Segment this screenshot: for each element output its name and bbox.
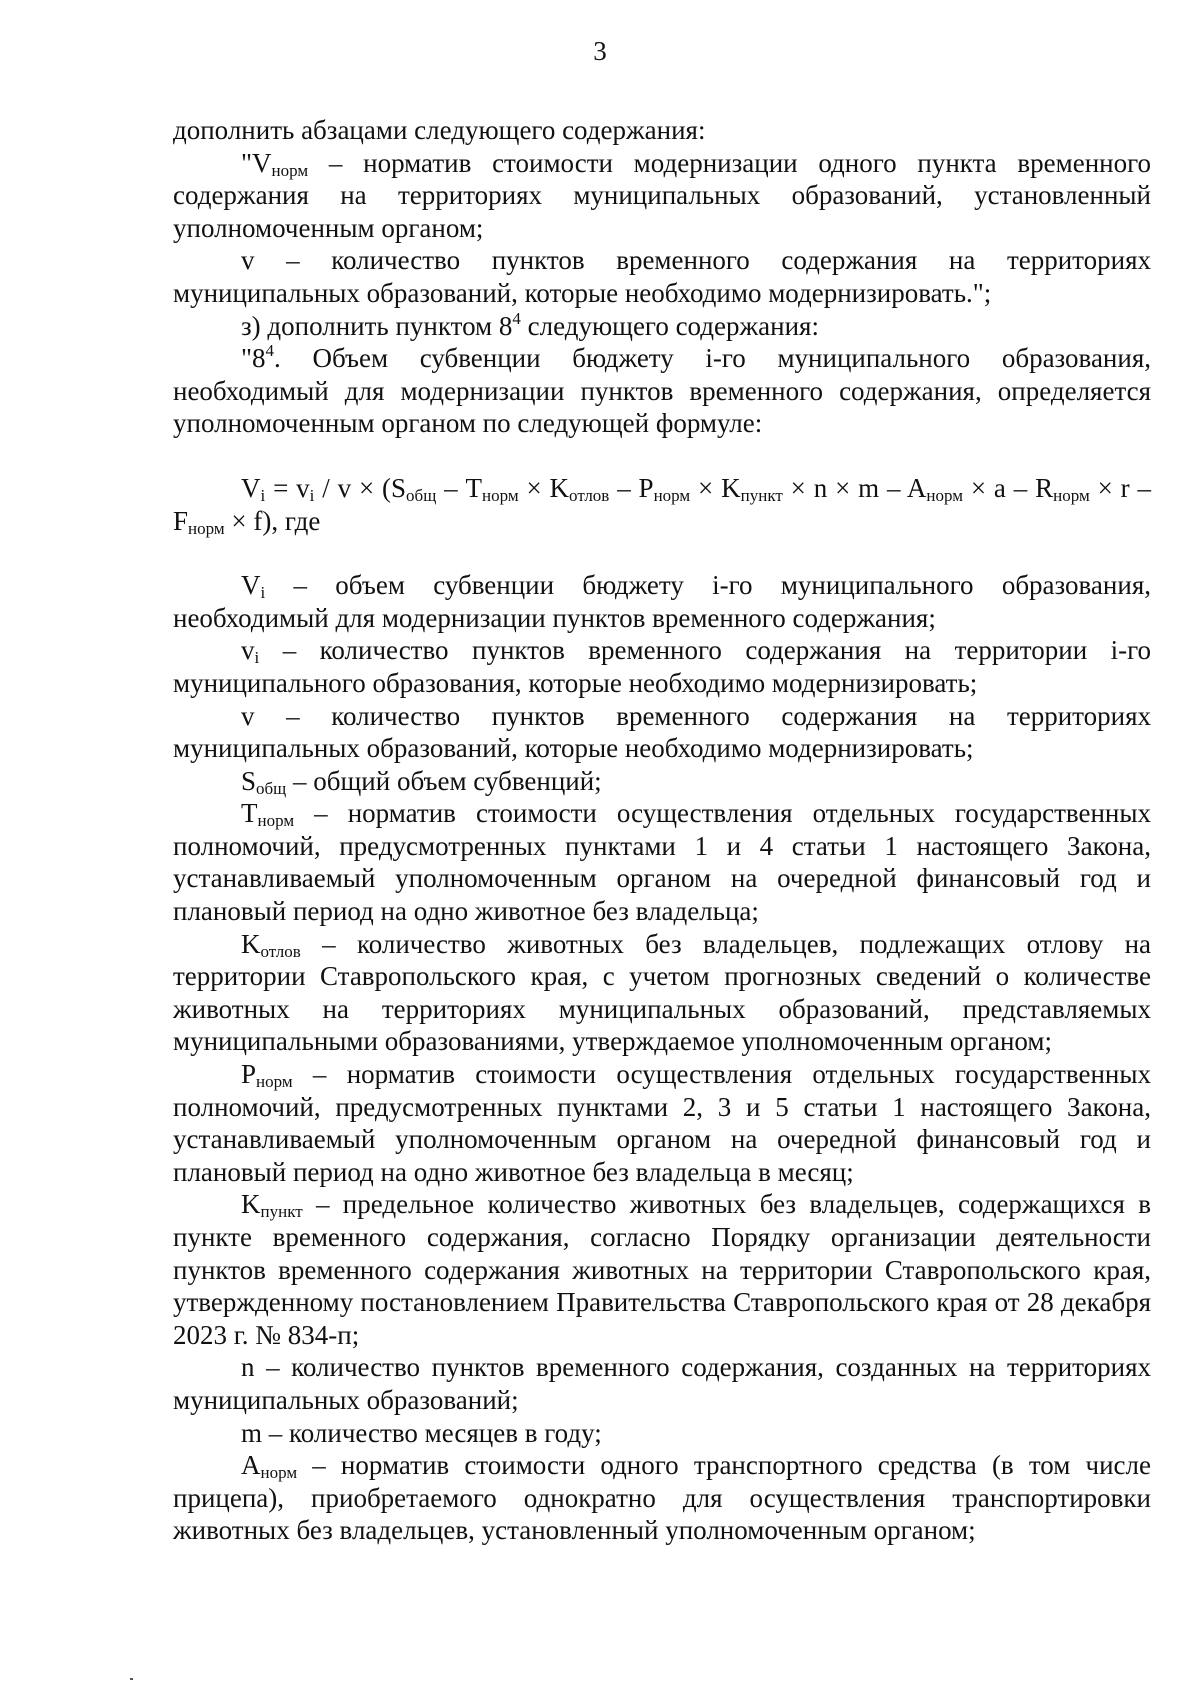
paragraph xyxy=(173,1417,1151,1450)
paragraph xyxy=(173,310,1151,343)
symbol-subscript: норм xyxy=(256,1072,293,1092)
math-symbol xyxy=(241,798,295,831)
text-run: – количество пунктов временного содержания на территории i-го муниципального образования, которые необходимо модернизировать; xyxy=(173,635,1151,698)
symbol-base: K xyxy=(241,1189,261,1220)
symbol-base: P xyxy=(638,472,654,503)
symbol-subscript: i xyxy=(260,485,266,505)
text-run: × n × m – xyxy=(782,472,907,503)
symbol-subscript: норм xyxy=(188,518,225,538)
paragraph xyxy=(173,147,1151,245)
paragraph xyxy=(173,1188,1151,1351)
symbol-base: V xyxy=(241,472,261,503)
symbol-subscript: норм xyxy=(926,485,963,505)
text-run: – норматив стоимости одного транспортного средства (в том числе прицепа), приобретаемого однократно для осуществления транспортировки животных без владельцев, установленный уполномоченным органом; xyxy=(173,1450,1151,1546)
document-body xyxy=(173,114,1151,1547)
symbol-base: v xyxy=(296,472,310,503)
page-number: 3 xyxy=(593,36,607,66)
symbol-subscript: пункт xyxy=(740,485,783,505)
text-run: × f), где xyxy=(224,505,321,536)
math-symbol xyxy=(241,1059,293,1092)
math-symbol xyxy=(241,1189,303,1222)
math-symbol xyxy=(907,473,963,503)
symbol-subscript: i xyxy=(309,485,315,505)
symbol-base: A xyxy=(241,1450,261,1481)
paragraph xyxy=(173,1058,1151,1188)
math-symbol xyxy=(241,766,286,796)
math-symbol xyxy=(466,473,519,503)
symbol-base: K xyxy=(549,472,570,503)
symbol-subscript: норм xyxy=(260,1463,298,1483)
symbol-base: A xyxy=(906,472,927,503)
paragraph xyxy=(173,244,1151,309)
paragraph xyxy=(173,765,1151,798)
text-run: . Объем субвенции бюджету i-го муниципального образования, необходимый для модернизации пунктов временного содержания, определяется уполномоченным органом по следующей формуле: xyxy=(173,343,1151,439)
math-symbol xyxy=(241,929,301,959)
text-run: × xyxy=(518,472,550,503)
paragraph xyxy=(173,1351,1151,1416)
math-symbol xyxy=(721,473,783,503)
text-run: дополнить абзацами следующего содержания: xyxy=(173,115,706,145)
text-run: – xyxy=(609,472,639,503)
text-run: – общий объем субвенций; xyxy=(286,765,602,796)
math-symbol xyxy=(241,570,266,603)
symbol-base: V xyxy=(241,570,261,601)
paragraph xyxy=(173,342,1151,440)
symbol-subscript: i xyxy=(254,648,260,668)
text-run: – количество животных без владельцев, подлежащих отлову на территории Ставропольского края, с учетом прогнозных сведений о количестве животных на территориях муниципальных образований, представляемых муниципальными образованиями, утверждаемое уполномоченным органом; xyxy=(173,928,1151,1057)
text-run: – норматив стоимости осуществления отдельных государственных полномочий, предусмотренных пунктами 2, 3 и 5 статьи 1 настоящего Закона, устанавливаемый уполномоченным органом на очередной финансовый год и плановый период на одно животное без владельца в месяц; xyxy=(173,1059,1151,1187)
symbol-subscript: отлов xyxy=(260,941,301,961)
math-symbol xyxy=(241,473,265,503)
symbol-subscript: норм xyxy=(653,485,691,505)
symbol-base: S xyxy=(241,765,257,796)
text-run: – норматив стоимости модернизации одного пункта временного содержания на территориях муниципальных образований, установленный уполномоченным органом; xyxy=(173,147,1151,243)
math-symbol xyxy=(241,635,260,668)
text-run: × r – xyxy=(1089,472,1152,503)
symbol-subscript: общ xyxy=(256,778,287,798)
math-symbol xyxy=(173,506,225,536)
paragraph xyxy=(173,114,1151,147)
paragraph xyxy=(173,634,1151,699)
paragraph xyxy=(173,700,1151,765)
subscript: общ xyxy=(406,485,437,505)
paragraph xyxy=(173,569,1151,634)
text-run: – норматив стоимости осуществления отдельных государственных полномочий, предусмотренных пунктами 1 и 4 статьи 1 настоящего Закона, устанавливаемый уполномоченным органом на очередной финансовый год и плановый период на одно животное без владельца; xyxy=(173,798,1151,927)
symbol-subscript: i xyxy=(260,583,266,603)
text-run: " xyxy=(241,147,253,178)
text-run: – объем субвенции бюджету i-го муниципального образования, необходимый для модернизации пунктов временного содержания; xyxy=(173,570,1151,633)
text-run: – предельное количество животных без владельцев, содержащихся в пункте временного содержания, согласно Порядку организации деятельности пунктов временного содержания животных на территории Ставропольского края, утвержденному постановлением Правительства Ставропольского края от 28 декабря 2023 г. № 834-п; xyxy=(173,1189,1151,1350)
text-run: = xyxy=(265,472,297,503)
paragraph xyxy=(173,1449,1151,1547)
math-symbol xyxy=(1035,473,1090,503)
symbol-base: K xyxy=(721,472,741,503)
text-run: n – количество пунктов временного содержания, созданных на территориях муниципальных образований; xyxy=(173,1352,1151,1415)
symbol-base: T xyxy=(241,798,258,829)
symbol-base: V xyxy=(252,147,272,178)
symbol-base: R xyxy=(1035,472,1054,503)
text-run: v – количество пунктов временного содержания на территориях муниципальных образований, которые необходимо модернизировать; xyxy=(173,700,1151,764)
math-symbol xyxy=(296,473,314,503)
paragraph xyxy=(173,928,1151,1058)
symbol-base: K xyxy=(241,928,261,959)
math-symbol xyxy=(550,473,610,503)
text-run: з) дополнить пунктом 8 xyxy=(241,310,513,341)
superscript: 4 xyxy=(512,308,521,328)
symbol-subscript: отлов xyxy=(569,485,610,505)
symbol-subscript: норм xyxy=(1053,485,1090,505)
symbol-subscript: норм xyxy=(257,811,295,831)
text-run: – xyxy=(436,472,466,503)
text-run: / v × (S xyxy=(314,472,407,503)
symbol-subscript: пункт xyxy=(260,1202,303,1222)
symbol-base: P xyxy=(241,1059,257,1090)
math-symbol xyxy=(241,1450,298,1483)
symbol-subscript: норм xyxy=(482,485,519,505)
text-run: m – количество месяцев в году; xyxy=(241,1417,602,1448)
symbol-base: F xyxy=(173,505,189,536)
text-run: × a – xyxy=(962,472,1036,503)
symbol-subscript: норм xyxy=(271,160,309,180)
symbol-base: v xyxy=(241,635,255,666)
scan-artifact xyxy=(130,1678,133,1680)
symbol-base: T xyxy=(465,472,482,503)
formula-line xyxy=(173,472,1151,537)
text-run: v – количество пунктов временного содержания на территориях муниципальных образований, которые необходимо модернизировать."; xyxy=(173,245,1151,308)
text-run: следующего содержания: xyxy=(520,310,819,341)
superscript: 4 xyxy=(265,341,275,361)
paragraph xyxy=(173,797,1151,927)
math-symbol xyxy=(252,148,308,178)
text-run: "8 xyxy=(241,343,266,374)
text-run: × xyxy=(690,472,722,503)
math-symbol xyxy=(639,473,691,503)
